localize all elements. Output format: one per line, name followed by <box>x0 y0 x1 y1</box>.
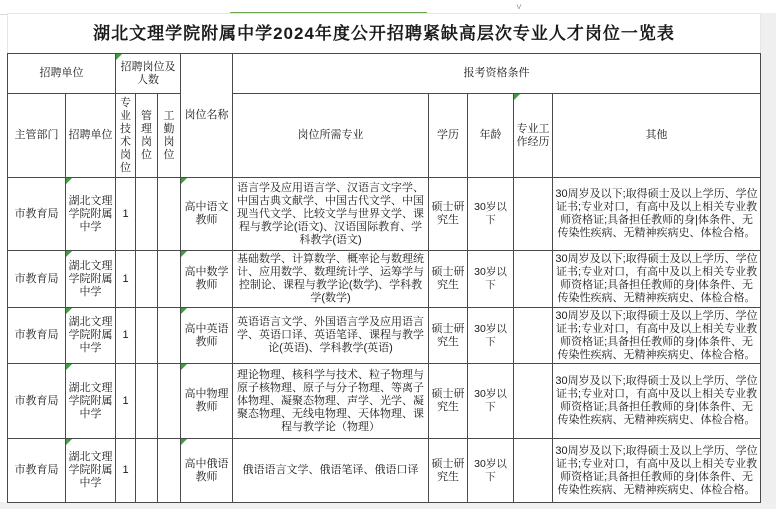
cell-other: 30周岁及以下;取得硕士及以上学历、学位证书;专业对口，有高中及以上相关专业教师资格证;具备担任教师的身|体条件、无传染性疾病、无精神疾病史、体检合格。 <box>553 308 761 364</box>
header-labor-post: 工勤岗位 <box>158 94 181 178</box>
cell-majors: 英语语言文学、外国语言学及应用语言学、英语口译、英语笔译、课程与教学论(英语)、学科教学(英语) <box>233 308 429 364</box>
cell-post-name: 高中物理教师 <box>181 364 233 439</box>
cell-unit: 湖北文理学院附属中学 <box>66 439 116 503</box>
header-other: 其他 <box>553 94 761 178</box>
header-experience: 专业工作经历 <box>514 94 553 178</box>
header-education: 学历 <box>429 94 468 178</box>
cell-experience <box>514 178 553 251</box>
cell-majors: 俄语语言文学、俄语笔译、俄语口译 <box>233 439 429 503</box>
cell-majors: 理论物理、核科学与技术、粒子物理与原子核物理、原子与分子物理、等离子体物理、凝聚态物理、声学、光学、凝聚态物理、无线电物理、天体物理、课程与教学论（物理） <box>233 364 429 439</box>
page-title: 湖北文理学院附属中学2024年度公开招聘紧缺高层次专业人才岗位一览表 <box>7 13 761 53</box>
cell-labor-count <box>158 364 181 439</box>
cell-mgmt-count <box>136 364 158 439</box>
cell-dept: 市教育局 <box>8 251 66 308</box>
cell-majors: 语言学及应用语言学、汉语言文字学、中国古典文献学、中国古代文学、中国现当代文学、比较文学与世界文学、课程与教学论(语文)、汉语国际教育、学科教学(语文) <box>233 178 429 251</box>
cell-other: 30周岁及以下;取得硕士及以上学历、学位证书;专业对口，有高中及以上相关专业教师资格证;具备担任教师的身|体条件、无传染性疾病、无精神疾病史、体检合格。 <box>553 178 761 251</box>
cell-mgmt-count <box>136 178 158 251</box>
table-row <box>8 251 761 308</box>
cell-labor-count <box>158 308 181 364</box>
cell-labor-count <box>158 251 181 308</box>
cell-unit: 湖北文理学院附属中学 <box>66 251 116 308</box>
cell-age: 30岁以下 <box>468 439 514 503</box>
cell-experience <box>514 439 553 503</box>
cell-education: 硕士研究生 <box>429 364 468 439</box>
cell-post-name: 高中数学教师 <box>181 251 233 308</box>
cell-experience <box>514 308 553 364</box>
cell-tech-count: 1 <box>116 251 136 308</box>
cell-other: 30周岁及以下;取得硕士及以上学历、学位证书;专业对口，有高中及以上相关专业教师资格证;具备担任教师的身|体条件、无传染性疾病、无精神疾病史、体检合格。 <box>553 251 761 308</box>
cell-age: 30岁以下 <box>468 251 514 308</box>
cell-mgmt-count <box>136 251 158 308</box>
header-age: 年龄 <box>468 94 514 178</box>
table-row <box>8 364 761 439</box>
table-row <box>8 439 761 503</box>
header-group-posts-count: 招聘岗位及人数 <box>116 54 181 94</box>
cell-post-name: 高中俄语教师 <box>181 439 233 503</box>
header-mgmt-post: 管理岗位 <box>136 94 158 178</box>
table-row <box>8 178 761 251</box>
cell-education: 硕士研究生 <box>429 439 468 503</box>
cell-education: 硕士研究生 <box>429 251 468 308</box>
header-tech-post: 专业技术岗位 <box>116 94 136 178</box>
cell-experience <box>514 251 553 308</box>
cell-mgmt-count <box>136 439 158 503</box>
cell-age: 30岁以下 <box>468 364 514 439</box>
header-group-recruit-unit: 招聘单位 <box>8 54 116 94</box>
header-dept: 主管部门 <box>8 94 66 178</box>
cell-other: 30周岁及以下;取得硕士及以上学历、学位证书;专业对口，有高中及以上相关专业教师资格证;具备担任教师的身|体条件、无传染性疾病、无精神疾病史、体检合格。 <box>553 364 761 439</box>
job-table-sheet <box>7 13 761 503</box>
cell-tech-count: 1 <box>116 178 136 251</box>
cell-age: 30岁以下 <box>468 308 514 364</box>
table-row <box>8 308 761 364</box>
cell-unit: 湖北文理学院附属中学 <box>66 178 116 251</box>
cell-age: 30岁以下 <box>468 178 514 251</box>
cell-unit: 湖北文理学院附属中学 <box>66 364 116 439</box>
header-post-name: 岗位名称 <box>181 54 233 178</box>
cell-dept: 市教育局 <box>8 439 66 503</box>
job-positions-table <box>7 53 761 503</box>
outside-area-bottom <box>0 502 776 509</box>
cell-tech-count: 1 <box>116 308 136 364</box>
header-group-qualifications: 报考资格条件 <box>233 54 761 94</box>
cell-other: 30周岁及以下;取得硕士及以上学历、学位证书;专业对口，有高中及以上相关专业教师资格证;具备担任教师的身|体条件、无传染性疾病、无精神疾病史、体检合格。 <box>553 439 761 503</box>
stray-cursor-mark: ˅ <box>516 2 522 13</box>
cell-education: 硕士研究生 <box>429 308 468 364</box>
outside-area-right <box>761 13 776 509</box>
cell-post-name: 高中语文教师 <box>181 178 233 251</box>
cell-experience <box>514 364 553 439</box>
cell-tech-count: 1 <box>116 439 136 503</box>
cell-mgmt-count <box>136 308 158 364</box>
cell-majors: 基础数学、计算数学、概率论与数理统计、应用数学、数理统计学、运筹学与控制论、课程与教学论(数学)、学科教学(数学) <box>233 251 429 308</box>
cell-post-name: 高中英语教师 <box>181 308 233 364</box>
header-majors: 岗位所需专业 <box>233 94 429 178</box>
cell-dept: 市教育局 <box>8 178 66 251</box>
cell-labor-count <box>158 439 181 503</box>
cell-labor-count <box>158 178 181 251</box>
cell-dept: 市教育局 <box>8 308 66 364</box>
cell-education: 硕士研究生 <box>429 178 468 251</box>
header-unit: 招聘单位 <box>66 94 116 178</box>
cell-dept: 市教育局 <box>8 364 66 439</box>
cell-unit: 湖北文理学院附属中学 <box>66 308 116 364</box>
cell-tech-count: 1 <box>116 364 136 439</box>
